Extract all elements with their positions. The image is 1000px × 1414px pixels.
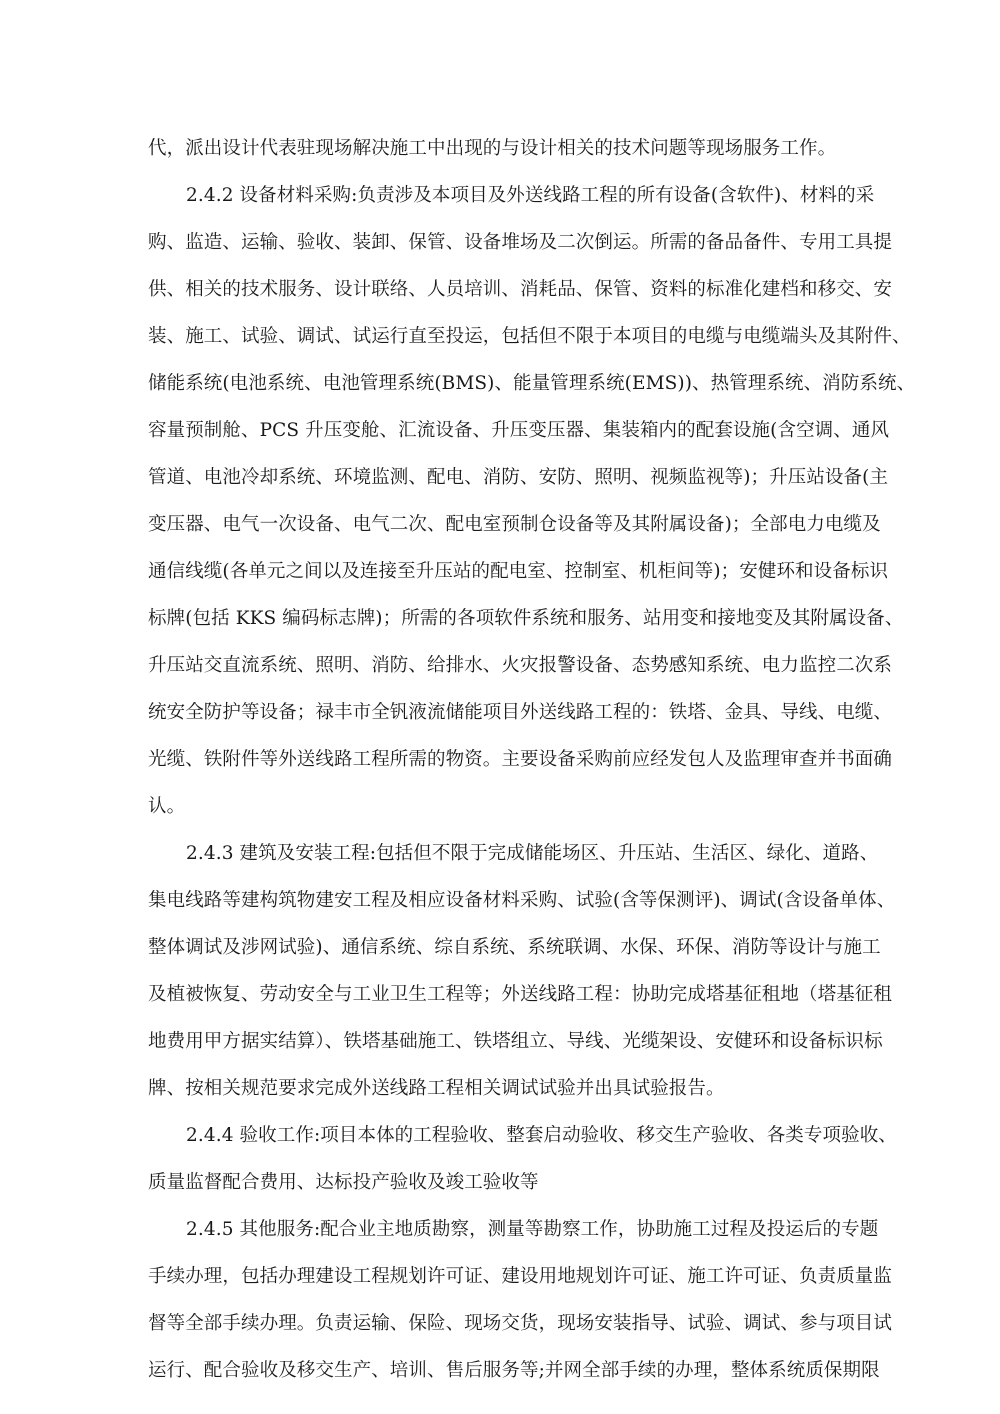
text-line: 质量监督配合费用、达标投产验收及竣工验收等: [148, 1172, 539, 1193]
text-line: 督等全部手续办理。负责运输、保险、现场交货，现场安装指导、试验、调试、参与项目试: [148, 1313, 893, 1334]
text-line: 手续办理，包括办理建设工程规划许可证、建设用地规划许可证、施工许可证、负责质量监: [148, 1266, 893, 1287]
text-line: 升压站交直流系统、照明、消防、给排水、火灾报警设备、态势感知系统、电力监控二次系: [148, 655, 893, 676]
text-line: 装、施工、试验、调试、试运行直至投运，包括但不限于本项目的电缆与电缆端头及其附件、: [148, 326, 911, 347]
text-line: 容量预制舱、PCS 升压变舱、汇流设备、升压变压器、集装箱内的配套设施(含空调、通风: [148, 420, 890, 441]
text-line: 通信线缆(各单元之间以及连接至升压站的配电室、控制室、机柜间等)；安健环和设备标识: [148, 561, 889, 582]
text-line: 及植被恢复、劳动安全与工业卫生工程等；外送线路工程：协助完成塔基征租地（塔基征租: [148, 984, 893, 1005]
text-line: 变压器、电气一次设备、电气二次、配电室预制仓设备等及其附属设备)；全部电力电缆及: [148, 514, 881, 535]
text-line: 认。: [148, 796, 186, 817]
text-line: 购、监造、运输、验收、装卸、保管、设备堆场及二次倒运。所需的备品备件、专用工具提: [148, 232, 893, 253]
section-2-4-2-heading-line: 2.4.2 设备材料采购:负责涉及本项目及外送线路工程的所有设备(含软件)、材料的采: [186, 185, 875, 206]
section-2-4-5-heading-line: 2.4.5 其他服务:配合业主地质勘察，测量等勘察工作，协助施工过程及投运后的专题: [186, 1219, 879, 1240]
text-line: 光缆、铁附件等外送线路工程所需的物资。主要设备采购前应经发包人及监理审查并书面确: [148, 749, 893, 770]
text-line: 统安全防护等设备；禄丰市全钒液流储能项目外送线路工程的：铁塔、金具、导线、电缆、: [148, 702, 893, 723]
text-line: 整体调试及涉网试验)、通信系统、综自系统、系统联调、水保、环保、消防等设计与施工: [148, 937, 881, 958]
text-line: 管道、电池冷却系统、环境监测、配电、消防、安防、照明、视频监视等)；升压站设备(主: [148, 467, 889, 488]
text-line: 运行、配合验收及移交生产、培训、售后服务等;并网全部手续的办理，整体系统质保期限: [148, 1360, 880, 1381]
text-line: 集电线路等建构筑物建安工程及相应设备材料采购、试验(含等保测评)、调试(含设备单体、: [148, 890, 896, 911]
text-line: 牌、按相关规范要求完成外送线路工程相关调试试验并出具试验报告。: [148, 1078, 725, 1099]
text-line: 标牌(包括 KKS 编码标志牌)；所需的各项软件系统和服务、站用变和接地变及其附属设备、: [148, 608, 904, 629]
section-2-4-4-heading-line: 2.4.4 验收工作:项目本体的工程验收、整套启动验收、移交生产验收、各类专项验收、: [186, 1125, 897, 1146]
text-line: 代，派出设计代表驻现场解决施工中出现的与设计相关的技术问题等现场服务工作。: [148, 138, 837, 159]
text-line: 供、相关的技术服务、设计联络、人员培训、消耗品、保管、资料的标准化建档和移交、安: [148, 279, 893, 300]
text-line: 储能系统(电池系统、电池管理系统(BMS)、能量管理系统(EMS))、热管理系统、消防系统、: [148, 373, 916, 394]
section-2-4-3-heading-line: 2.4.3 建筑及安装工程:包括但不限于完成储能场区、升压站、生活区、绿化、道路、: [186, 843, 879, 864]
text-line: 地费用甲方据实结算）、铁塔基础施工、铁塔组立、导线、光缆架设、安健环和设备标识标: [148, 1031, 883, 1052]
